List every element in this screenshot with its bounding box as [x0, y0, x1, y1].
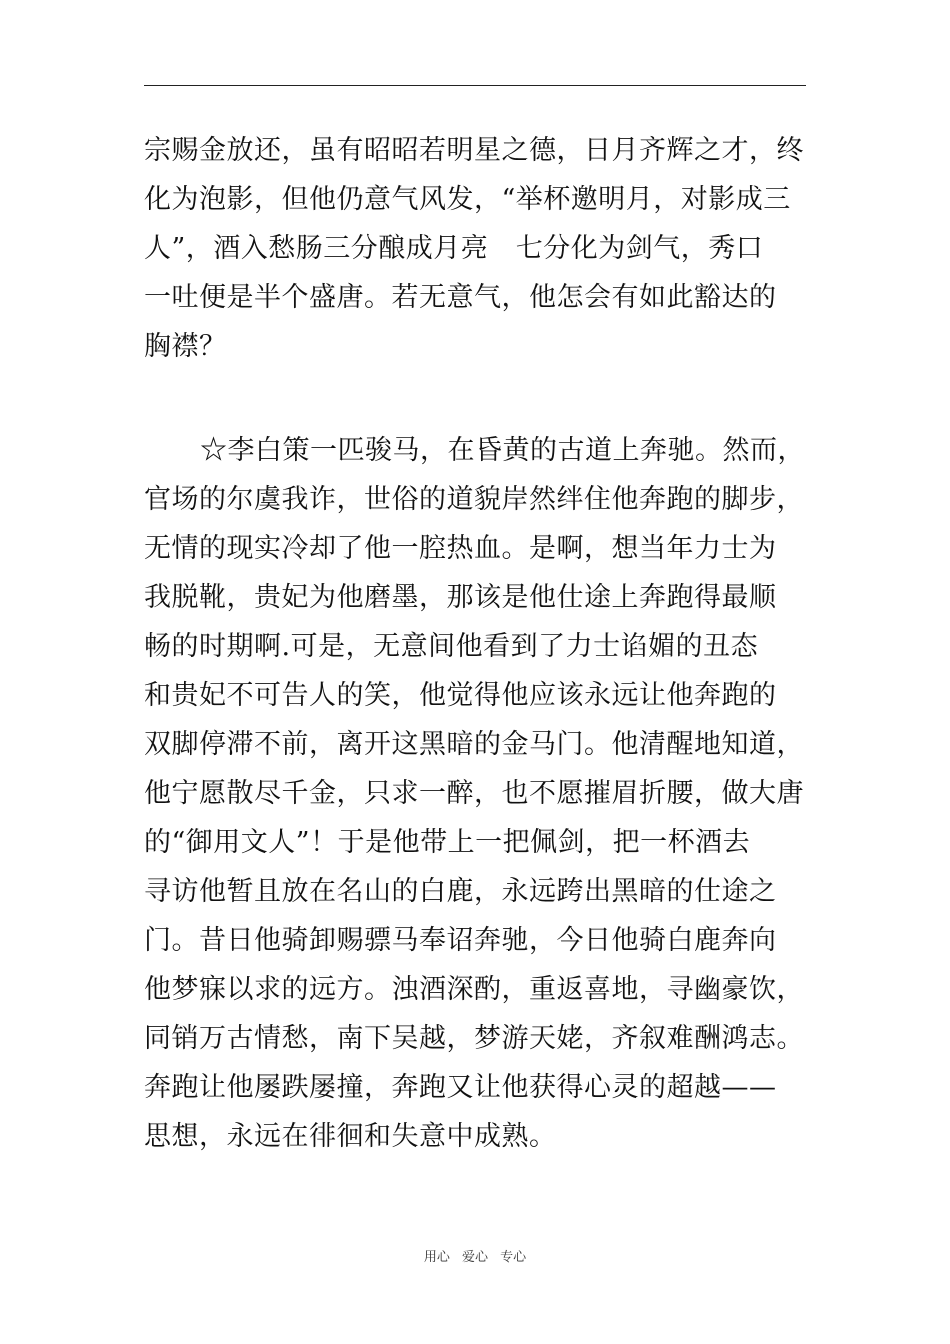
- text-line: 我脱靴，贵妃为他磨墨，那该是他仕途上奔跑得最顺: [144, 582, 777, 613]
- header-rule: [144, 85, 806, 86]
- text-line: 化为泡影，但他仍意气风发，“举杯邀明月，对影成三: [144, 184, 791, 215]
- paragraph-1: [144, 126, 814, 371]
- text-line: 和贵妃不可告人的笑，他觉得他应该永远让他奔跑的: [144, 680, 777, 711]
- text-line: 双脚停滞不前，离开这黑暗的金马门。他清醒地知道，: [144, 729, 804, 760]
- text-line: 门。昔日他骑卸赐骠马奉诏奔驰，今日他骑白鹿奔向: [144, 925, 777, 956]
- text-line: 他梦寐以求的远方。浊酒深酌，重返喜地，寻幽豪饮，: [144, 974, 804, 1005]
- text-line: 胸襟？: [144, 331, 227, 362]
- text-line: 的“御用文人”！于是他带上一把佩剑，把一杯酒去: [144, 827, 751, 858]
- text-line: 奔跑让他屡跌屡撞，奔跑又让他获得心灵的超越——: [144, 1072, 777, 1103]
- text-line: ☆李白策一匹骏马，在昏黄的古道上奔驰。然而，: [200, 435, 805, 466]
- text-line: 宗赐金放还，虽有昭昭若明星之德，日月齐辉之才，终: [144, 135, 804, 166]
- text-line: 寻访他暂且放在名山的白鹿，永远跨出黑暗的仕途之: [144, 876, 777, 907]
- text-line: 官场的尔虞我诈，世俗的道貌岸然绊住他奔跑的脚步，: [144, 484, 804, 515]
- text-line: 无情的现实冷却了他一腔热血。是啊，想当年力士为: [144, 533, 777, 564]
- page-footer: 用心 爱心 专心: [423, 1250, 527, 1265]
- text-line: 人”，酒入愁肠三分酿成月亮 七分化为剑气，秀口: [144, 233, 764, 264]
- text-line: 同销万古情愁，南下吴越，梦游天姥，齐叙难酬鸿志。: [144, 1023, 804, 1054]
- paragraph-2: [144, 426, 814, 1161]
- text-line: 他宁愿散尽千金，只求一醉，也不愿摧眉折腰，做大唐: [144, 778, 804, 809]
- text-line: 畅的时期啊.可是，无意间他看到了力士谄媚的丑态: [144, 631, 759, 662]
- text-line: 思想，永远在徘徊和失意中成熟。: [144, 1121, 557, 1152]
- text-line: 一吐便是半个盛唐。若无意气，他怎会有如此豁达的: [144, 282, 777, 313]
